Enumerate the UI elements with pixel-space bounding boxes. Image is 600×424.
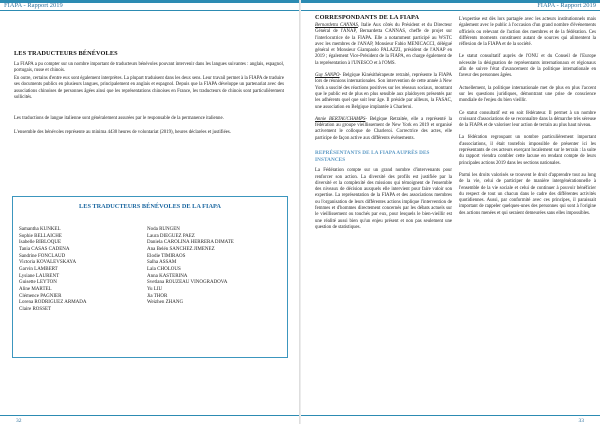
translator-name: Jia THOR	[147, 293, 168, 299]
translator-name: Clémence PAGNIER	[19, 293, 62, 299]
page-number: 32	[16, 418, 22, 424]
translator-name: Svetlana ROUZEAU VINOGRADOVA	[147, 280, 228, 286]
footer-rule	[301, 415, 600, 416]
section-title: CORRESPONDANTS DE LA FIAPA	[315, 14, 420, 21]
body-paragraph: La Fédération compte sur un grand nombre d'intervenants pour renforcer son action. La diversité des profils est justifiée par la diversité et la complexité des missions qui témoignent de l'ensemble des niveaux de décision auxquels elle intervient pour faire valoir son expertise. La représentation de la FIAPA et des associations membres ou l'organisation de leurs différentes actions implique l'intervention de femmes et d'hommes directement concernés par les débats actuels sur le vieillissement ou touchés par eux, pour lesquels le bien-vieillir est une réalité aussi bien qu'un enjeu présent et non pas seulement une question de statistiques.	[315, 168, 452, 230]
translator-name: Lala CHOLOUS	[147, 266, 181, 272]
correspondent-entry: Guy SANPO- Belgique Kinésithérapeute retraité, représente la FIAPA lors de réunions internationales. Son intervention de cette année à New York a suscité des réactions positives sur les réseaux sociaux, montrant que le public est de plus en plus sensible aux plaidoyers présentés par les adhérents quel que soit leur âge. Il préside par ailleurs, la FASAC, une association en Belgique implantée à Charleroi.	[315, 73, 452, 110]
names-column-1	[19, 227, 87, 314]
intro-paragraph: La FIAPA a pu compter sur un nombre important de traducteurs bénévoles pouvant intervenir dans les langues suivantes : anglais, espagnol, portugais, russe et chinois.	[14, 62, 284, 74]
translator-name: Weizhen ZHANG	[147, 300, 184, 306]
translator-name: Aline MARTEL	[19, 286, 52, 292]
translator-name: Isabelle BIBLOQUE	[19, 240, 62, 246]
translator-name: Lysiane LAURENT	[19, 273, 60, 279]
correspondent-entry: Bernardetta CANNAS, Italie Aux côtés du Président et du Directeur Général de l'ANAP, Bernardetta CANNAS, cheffe de projet sur l'interlocutrice de la FIAPA. Elle a notamment participé au WSTC avec les membres de l'ANAP, Monsieur Fabio MENICACCI, délégué général et Monsieur Giampaolo PALAZZI, président de l'ANAP en 2019 ; également Vice-Président de la FIAPA, en charge également de la représentation à l'UNESCO et à l'OMS.	[315, 23, 452, 66]
left-page	[0, 0, 299, 424]
translator-name: Samantha KUNKEL	[19, 227, 61, 232]
translator-name: Noda RUNGEN	[147, 227, 180, 232]
translator-name: Guisette LEYTON	[19, 280, 57, 286]
names-column-2	[147, 227, 234, 307]
running-header: FIAPA - Rapport 2019	[537, 2, 596, 9]
body-paragraph: L'expertise est dès lors partagée avec les acteurs institutionnels mais également avec le public à l'occasion d'un grand nombre d'événements officiels ou relevant de l'action des membres et de la fédération. Ces différents moments constituent autant de sources qui alimentent la réflexion de la FIAPA et de la société.	[459, 17, 596, 48]
correspondent-name: Guy SANPO	[315, 73, 340, 79]
text-column-2	[459, 17, 596, 219]
body-paragraph: L'ensemble des bénévoles représente au minima 4430 heures de volontariat (2019), heures déclarées et justifiées.	[14, 130, 231, 135]
body-paragraph: La fédération regroupant un nombre particulièrement important d'associations, il était toutefois impossible de présenter ici les représentants de ces acteurs exerçant localement sur le terrain : la suite du rapport viendra combler cette lacune en rendant compte de leurs principales actions 2019 dans les sections nationales.	[459, 135, 596, 166]
translator-name: Salha ASSAM	[147, 260, 177, 266]
header-rule	[301, 10, 600, 11]
box-title: LES TRADUCTEURS BÉNÉVOLES DE LA FIAPA	[79, 203, 221, 210]
translator-name: Laura DIEGUEZ PAEZ	[147, 233, 195, 239]
right-page	[301, 0, 600, 424]
body-paragraph: Actuellement, la politique internationale met de plus en plus l'accent sur les questions juridiques, démontrant une prise de conscience mondiale de l'enjeu du bien vieillir.	[459, 85, 596, 104]
body-paragraph: Parmi les droits valorisés se trouvent le droit d'apprendre tout au long de la vie, celui de participer de manière intergénérationnelle à l'ensemble de la vie sociale et celui de continuer à pouvoir bénéficier du respect de tout un chacun dans le cadre des différentes activités quotidiennes. Aussi, par conformité avec ces principes, il paraissait important de rappeler quelques-unes des personnes qui sont à l'origine des actions menées et qui seraient demeurées sans elles impossibles.	[459, 172, 596, 216]
translator-name: Tania CASAS CADENA	[19, 246, 70, 252]
text-column-1	[315, 23, 452, 233]
translator-name: Lorena RODRIGUEZ ARMADA	[19, 300, 87, 306]
translator-name: Daniela CAROLINA HERRERA DIMATE	[147, 240, 234, 246]
translator-name: Victoria KOVALEVSKAYA	[19, 260, 77, 266]
correspondent-name: Annie BERTAUCHAMPS	[315, 116, 366, 122]
subsection-title: REPRÉSENTANTS DE LA FIAPA AUPRÈS DES INSTANCES	[315, 150, 430, 163]
body-paragraph: Le statut consultatif auprès de l'ONU et du Conseil de l'Europe nécessite la désignation de représentants internationaux et régionaux afin de suivre l'état d'avancement de la politique internationale en faveur des personnes âgées.	[459, 54, 596, 79]
translator-name: Elodie TIMIRAOS	[147, 253, 186, 259]
translator-name: Sophie BELLAICHE	[19, 233, 62, 239]
section-title: LES TRADUCTEURS BÉNÉVOLES	[14, 50, 118, 57]
footer-rule	[0, 415, 299, 416]
body-paragraph: En outre, certains d'entre eux sont également interprètes. La plupart traduisent dans les deux sens. Leur travail permet à la FIAPA de traduire ses documents publics en plusieurs langues, principalement en anglais et espagnol. Depuis que la FIAPA développe un partenariat avec des associations chinoises de personnes âgées ainsi que les représentations chinoises en France, les traducteurs de chinois sont particulièrement sollicités.	[14, 76, 284, 100]
correspondent-name: Bernardetta CANNAS	[315, 23, 358, 28]
translator-name: Claire ROSSET	[19, 306, 52, 312]
translators-box	[12, 196, 288, 358]
body-paragraph: Ce statut consultatif est en soit fédérateur. Il permet à un nombre croissant d'associations de se reconnaître dans la démarche très séreuse de la FIAPA et de valoriser leur action de terrain au plus haut niveau.	[459, 110, 596, 129]
body-paragraph: Les traductions de langue italienne sont généralement assurées par le responsable de la permanence italienne.	[14, 116, 224, 121]
correspondent-entry: Annie BERTAUCHAMPS- Belgique Retraitée, elle a représenté la fédération au groupe vieillissement de New York en 2019 et organisé activement le colloque de Charleroi. Correctrice des actes, elle participe de façon active aux différents événements.	[315, 116, 452, 141]
header-rule	[0, 10, 299, 11]
page-number: 33	[578, 418, 584, 424]
translator-name: Ana Belén SANCHEZ JIMENEZ	[147, 246, 215, 252]
translator-name: Garvin LAMBERT	[19, 266, 58, 272]
translator-name: Sandrine FONCLAUD	[19, 253, 66, 259]
running-header: FIAPA - Rapport 2019	[4, 2, 63, 9]
translator-name: Anna KASTERINA	[147, 273, 188, 279]
translator-name: Yu LIU	[147, 286, 163, 292]
